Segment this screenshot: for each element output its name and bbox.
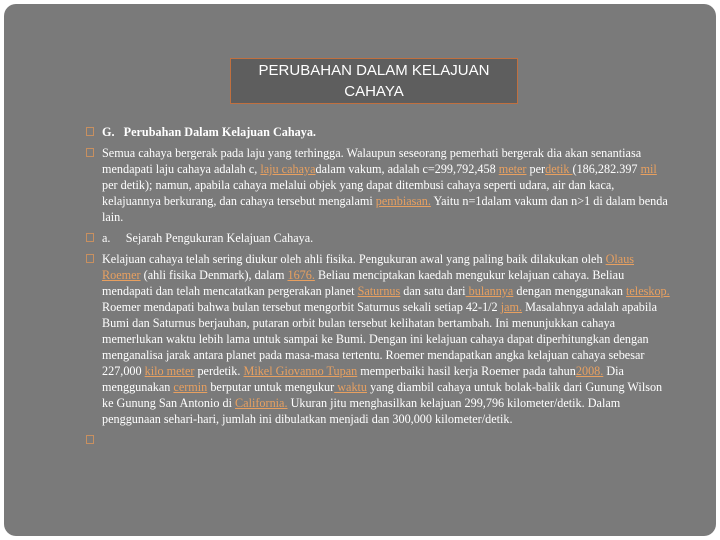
text: Kelajuan cahaya telah sering diukur oleh ahli fisika. Pengukuran awal yang paling baik dilakukan oleh bbox=[102, 252, 606, 266]
text: berputar untuk mengukur bbox=[207, 380, 335, 394]
slide-content bbox=[82, 124, 672, 453]
link-jam[interactable]: jam. bbox=[500, 300, 523, 314]
bullet-icon bbox=[86, 254, 94, 263]
text: Masalahnya adalah apabila Bumi dan Saturnus berjauhan, putaran orbit bulan tersebut kelihatan bertambah. Ini menunjukkan cahaya memerlukan waktu lebih lama untuk sampai ke Bumi. Dengan ini kelajuan cahaya dapat diperhitungkan dengan menganalisa jarak antara planet pada masa-masa tertentu. Roemer mendapatkan angka kelajuan cahaya sebesar 227,000 bbox=[102, 300, 658, 378]
heading-text: Sejarah Pengukuran Kelajuan Cahaya. bbox=[125, 231, 314, 245]
text: Beliau menciptakan kaedah mengukur kelajuan cahaya. Beliau mendapati dan telah mencatatkan pergerakan planet bbox=[102, 268, 625, 298]
text: dan satu dari bbox=[400, 284, 466, 298]
text: dalam vakum, adalah c=299,792,458 bbox=[315, 162, 499, 176]
link-waktu[interactable]: waktu bbox=[334, 380, 368, 394]
heading-label: a. bbox=[102, 231, 111, 245]
text: per detik); namun, apabila cahaya melalui objek yang dapat ditembusi cahaya seperti udara, air dan kaca, kelajuannya berkurang, dan cahaya tersebut mengalami bbox=[102, 178, 615, 208]
link-detik[interactable]: detik bbox=[545, 162, 573, 176]
link-mikel-giovanno-tupan[interactable]: Mikel Giovanno Tupan bbox=[243, 364, 358, 378]
text: Yaitu n=1dalam vakum dan n>1 di dalam benda lain. bbox=[102, 194, 668, 224]
text: Dia menggunakan bbox=[102, 364, 624, 394]
list-item-paragraph-2 bbox=[82, 251, 672, 427]
text: Roemer mendapati bahwa bulan tersebut mengorbit Saturnus sekali setiap 42-1/2 bbox=[102, 300, 501, 314]
text: Ukuran jitu menghasilkan kelajuan 299,796 kilometer/detik. Dalam penggunaan sehari-hari, jumlah ini dibulatkan menjadi dan 300,000 kilometer/detik. bbox=[102, 396, 621, 426]
text: perdetik. bbox=[194, 364, 244, 378]
text: dengan menggunakan bbox=[513, 284, 627, 298]
text: yang diambil cahaya untuk bolak-balik dari Gunung Wilson ke Gunung San Antonio di bbox=[102, 380, 663, 410]
list-item-heading-g bbox=[82, 124, 672, 140]
bullet-icon bbox=[86, 233, 94, 242]
heading-text: Perubahan Dalam Kelajuan Cahaya. bbox=[123, 125, 316, 139]
bullet-icon bbox=[86, 435, 94, 444]
bullet-icon bbox=[86, 127, 94, 136]
heading-label: G. bbox=[102, 125, 115, 139]
link-cermin[interactable]: cermin bbox=[173, 380, 208, 394]
text: per bbox=[526, 162, 546, 176]
link-laju-cahaya[interactable]: laju cahaya bbox=[260, 162, 316, 176]
text: (ahli fisika Denmark), dalam bbox=[140, 268, 288, 282]
link-meter[interactable]: meter bbox=[498, 162, 527, 176]
link-pembiasan[interactable]: pembiasan. bbox=[375, 194, 431, 208]
link-roemer[interactable]: Roemer bbox=[102, 268, 141, 282]
list-item-heading-a bbox=[82, 230, 672, 246]
list-item-empty bbox=[82, 432, 672, 448]
text: memperbaiki hasil kerja Roemer pada tahun bbox=[357, 364, 576, 378]
text: Semua cahaya bergerak pada laju yang terhingga. Walaupun seseorang pemerhati bergerak dia akan senantiasa mendapati laju cahaya adalah c, bbox=[102, 146, 642, 176]
link-california[interactable]: California. bbox=[235, 396, 288, 410]
text: (186,282.397 bbox=[572, 162, 641, 176]
link-2008[interactable]: 2008. bbox=[575, 364, 604, 378]
link-bulannya[interactable]: bulannya bbox=[465, 284, 514, 298]
link-kilo-meter[interactable]: kilo meter bbox=[144, 364, 195, 378]
link-mil[interactable]: mil bbox=[640, 162, 657, 176]
link-olaus[interactable]: Olaus bbox=[605, 252, 635, 266]
slide bbox=[4, 4, 716, 536]
link-1676[interactable]: 1676. bbox=[287, 268, 315, 282]
link-saturnus[interactable]: Saturnus bbox=[357, 284, 401, 298]
list-item-paragraph-1 bbox=[82, 145, 672, 225]
link-teleskop[interactable]: teleskop. bbox=[626, 284, 670, 298]
slide-title: PERUBAHAN DALAM KELAJUAN CAHAYA bbox=[230, 58, 518, 104]
bullet-icon bbox=[86, 148, 94, 157]
